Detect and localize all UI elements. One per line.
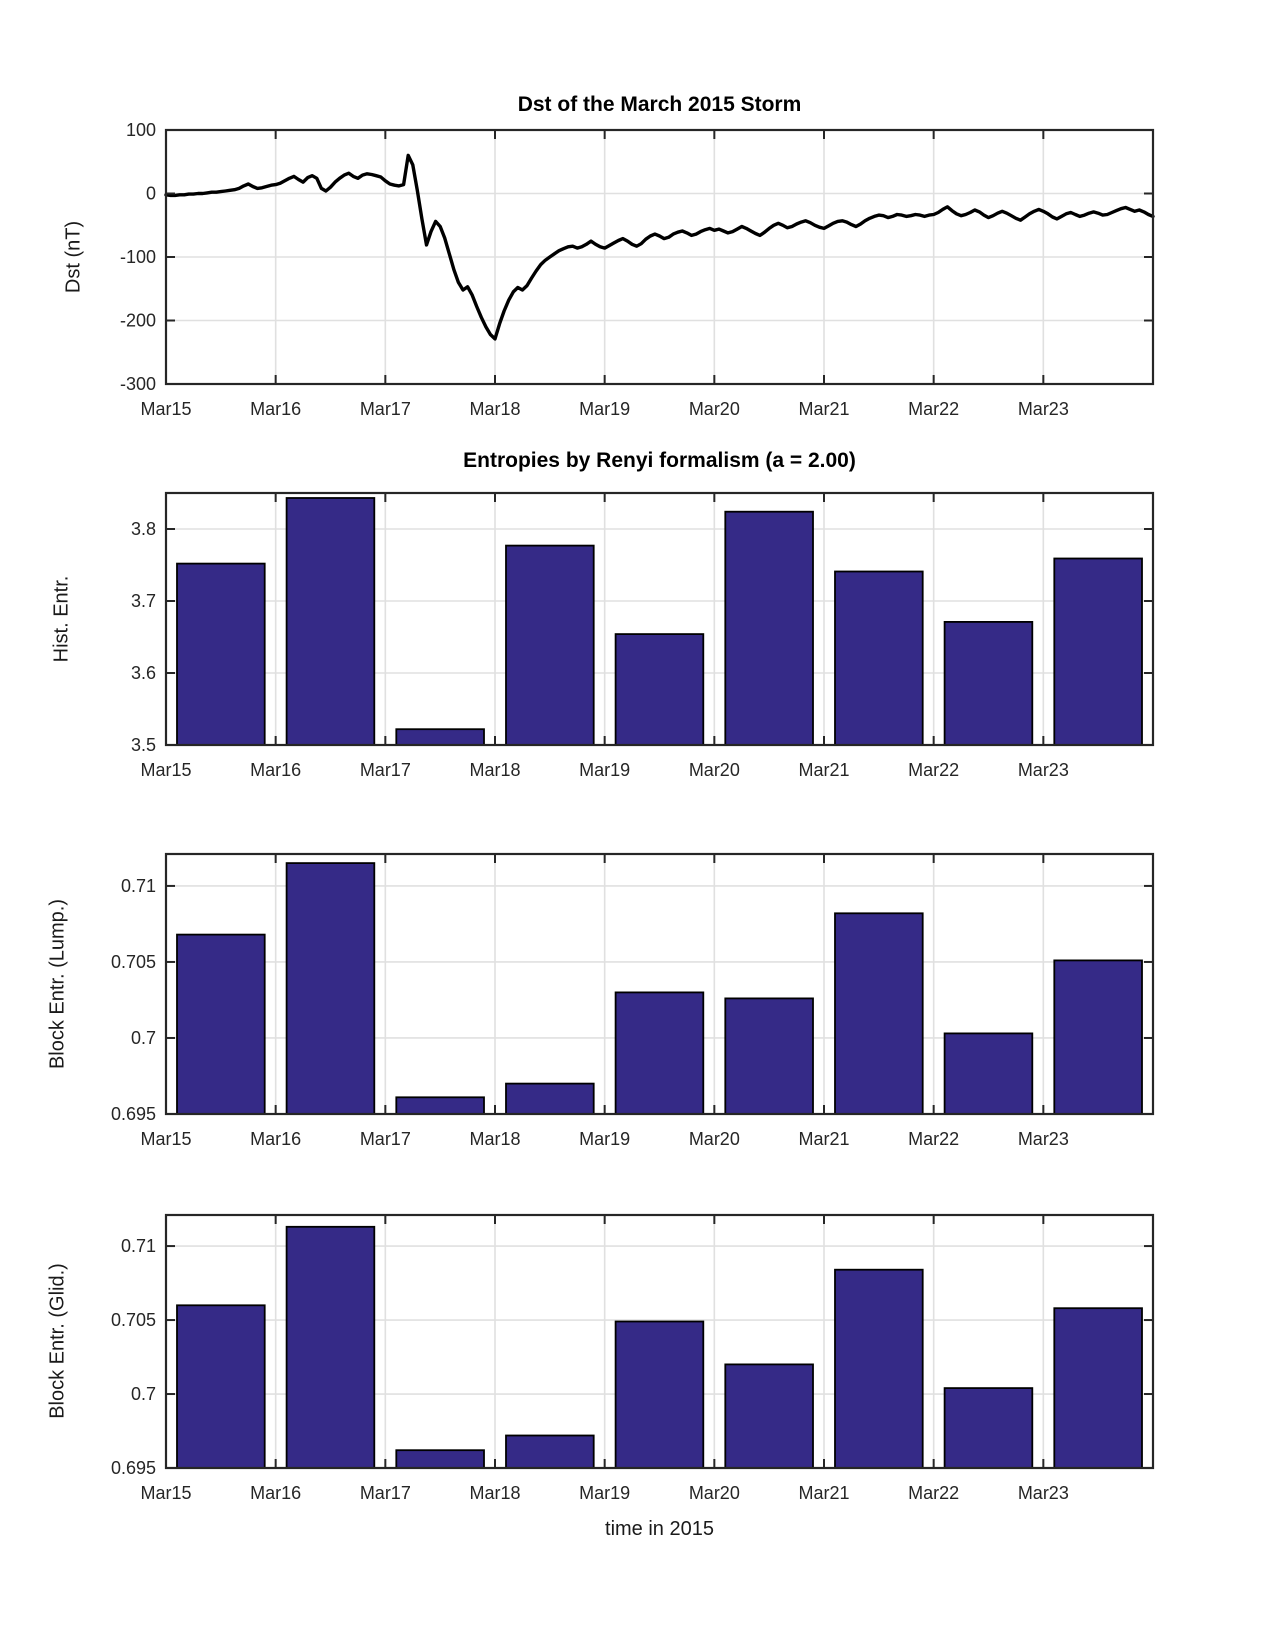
y-tick-label: 0.695 (110, 1458, 156, 1478)
bar-Mar22 (945, 1033, 1033, 1114)
x-tick-labels (140, 760, 1068, 780)
chart1-title: Dst of the March 2015 Storm (517, 93, 802, 116)
bar-Mar22 (945, 622, 1033, 745)
y-tick-labels (120, 120, 156, 394)
y-tick-label: 0.71 (120, 875, 156, 896)
y-tick-label: 0.7 (130, 1027, 156, 1048)
y-tick-label: 0.705 (110, 1310, 156, 1331)
bar-Mar17 (396, 1097, 484, 1114)
bar-Mar20 (725, 512, 813, 745)
chart2-title: Entropies by Renyi formalism (a = 2.00) (463, 449, 856, 472)
bar-Mar17 (396, 729, 484, 745)
bar-Mar15 (177, 1305, 265, 1468)
x-tick-label: Mar19 (579, 760, 631, 780)
x-tick-label: Mar23 (1017, 760, 1069, 780)
chart4-ylabel: Block Entr. (Glid.) (46, 1263, 69, 1419)
bar-Mar23 (1054, 1308, 1142, 1468)
x-tick-label: Mar21 (798, 1129, 850, 1149)
bar-Mar19 (616, 992, 704, 1114)
x-tick-label: Mar18 (469, 1129, 521, 1149)
x-tick-label: Mar17 (359, 1129, 411, 1149)
x-tick-label: Mar15 (140, 1129, 192, 1149)
y-tick-label: 0.705 (110, 951, 156, 972)
x-tick-label: Mar22 (908, 1483, 960, 1503)
y-tick-label: 3.8 (130, 519, 156, 539)
bar-Mar16 (287, 498, 375, 745)
x-tick-label: Mar22 (908, 399, 960, 419)
x-tick-labels (140, 1483, 1068, 1503)
x-tick-label: Mar16 (250, 1129, 302, 1149)
x-tick-label: Mar21 (798, 399, 850, 419)
y-tick-label: 100 (125, 120, 156, 140)
y-tick-label: 3.7 (130, 591, 156, 611)
x-tick-label: Mar17 (359, 399, 411, 419)
x-tick-label: Mar21 (798, 1483, 850, 1503)
x-tick-labels (140, 1129, 1068, 1149)
bar-Mar20 (725, 1364, 813, 1468)
y-tick-label: 3.6 (130, 663, 156, 683)
bar-Mar19 (616, 1322, 704, 1469)
x-tick-label: Mar18 (469, 399, 521, 419)
y-tick-label: -300 (119, 374, 156, 394)
bar-Mar23 (1054, 960, 1142, 1114)
x-tick-label: Mar23 (1017, 399, 1069, 419)
x-tick-label: Mar20 (688, 1129, 740, 1149)
y-tick-label: 3.5 (130, 735, 156, 755)
x-tick-label: Mar15 (140, 1483, 192, 1503)
x-tick-label: Mar19 (579, 1483, 631, 1503)
x-tick-label: Mar21 (798, 760, 850, 780)
bar-Mar15 (177, 564, 265, 745)
x-tick-label: Mar23 (1017, 1483, 1069, 1503)
chart1-ylabel: Dst (nT) (62, 220, 85, 294)
x-tick-label: Mar20 (688, 760, 740, 780)
x-tick-label: Mar18 (469, 760, 521, 780)
x-axis-label: time in 2015 (605, 1518, 714, 1540)
bar-Mar16 (287, 863, 375, 1114)
x-tick-label: Mar15 (140, 760, 192, 780)
subplot-3 (111, 854, 1153, 1149)
x-tick-label: Mar20 (688, 1483, 740, 1503)
y-tick-labels (111, 1236, 156, 1478)
x-tick-label: Mar19 (579, 399, 631, 419)
x-tick-label: Mar20 (688, 399, 740, 419)
bar-Mar19 (616, 634, 704, 745)
bar-Mar18 (506, 1436, 594, 1469)
bar-Mar22 (945, 1388, 1033, 1468)
subplot-4 (111, 1215, 1153, 1503)
bar-Mar17 (396, 1450, 484, 1468)
x-tick-label: Mar17 (359, 1483, 411, 1503)
y-tick-label: 0.71 (120, 1236, 156, 1257)
x-tick-label: Mar22 (908, 760, 960, 780)
bar-Mar15 (177, 935, 265, 1114)
bar-Mar16 (287, 1227, 375, 1468)
x-tick-label: Mar16 (250, 1483, 302, 1503)
x-tick-label: Mar16 (250, 399, 302, 419)
x-tick-label: Mar15 (140, 399, 192, 419)
bar-Mar23 (1054, 559, 1142, 746)
bar-Mar21 (835, 913, 923, 1114)
y-tick-labels (131, 519, 156, 755)
x-tick-label: Mar17 (359, 760, 411, 780)
x-tick-label: Mar23 (1017, 1129, 1069, 1149)
bar-Mar20 (725, 998, 813, 1114)
x-tick-label: Mar22 (908, 1129, 960, 1149)
x-tick-labels (140, 399, 1068, 419)
chart3-ylabel: Block Entr. (Lump.) (46, 898, 69, 1070)
x-tick-label: Mar18 (469, 1483, 521, 1503)
y-tick-label: -100 (119, 247, 156, 267)
y-tick-labels (111, 876, 156, 1124)
y-tick-label: -200 (119, 310, 156, 331)
x-tick-label: Mar16 (250, 760, 302, 780)
bar-Mar18 (506, 1084, 594, 1114)
y-tick-label: 0.695 (110, 1104, 156, 1124)
bar-Mar21 (835, 572, 923, 746)
bar-Mar21 (835, 1270, 923, 1468)
y-tick-label: 0.7 (130, 1384, 156, 1405)
y-tick-label: 0 (145, 183, 156, 204)
chart2-ylabel: Hist. Entr. (50, 575, 73, 663)
x-tick-label: Mar19 (579, 1129, 631, 1149)
subplot-2 (131, 493, 1153, 780)
bar-Mar18 (506, 546, 594, 745)
subplot-1 (120, 120, 1153, 419)
